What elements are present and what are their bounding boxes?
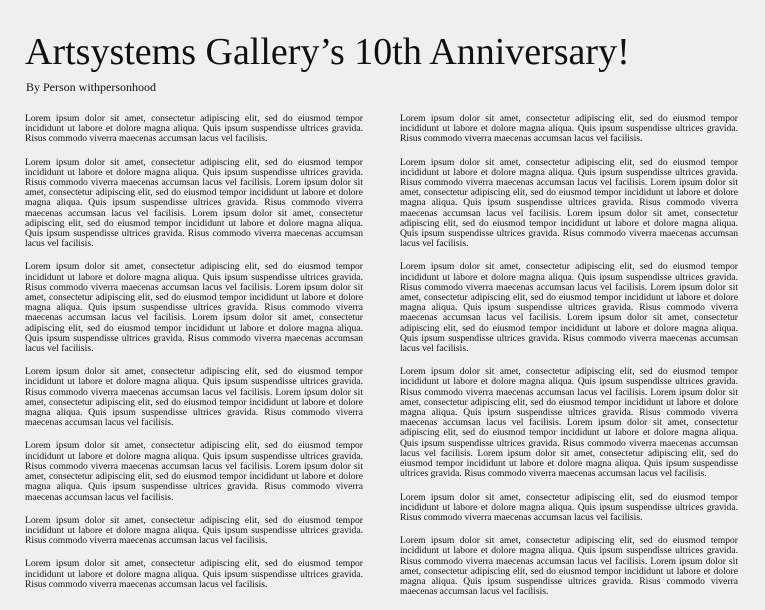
paragraph: Lorem ipsum dolor sit amet, consectetur adipiscing elit, sed do eiusmod tempor incididunt ut labore et dolore magna aliqua. Quis ipsum suspendisse ultrices gravida. Risus commodo viverra maecenas accumsan lacus vel facilisis. Lorem ipsum dolor sit amet, consectetur adipiscing elit, sed do eiusmod tempor incididunt ut labore et dolore magna aliqua. Quis ipsum suspendisse ultrices gravida. Risus commodo viverra maecenas accumsan lacus vel facilisis. Lorem ipsum dolor sit amet, consectetur adipiscing elit, sed do eiusmod tempor incididunt ut labore et dolore magna aliqua. Quis ipsum suspendisse ultrices gravida. Risus commodo viverra maecenas accumsan lacus vel facilisis. Lorem ipsum dolor sit amet, consectetur adipiscing elit, sed do eiusmod tempor incididunt ut labore et dolore magna aliqua. Quis ipsum suspendisse ultrices gravida. Risus commodo viverra maecenas accumsan lacus vel facilisis. bbox=[400, 366, 738, 480]
paragraph: Lorem ipsum dolor sit amet, consectetur adipiscing elit, sed do eiusmod tempor incididunt ut labore et dolore magna aliqua. Quis ipsum suspendisse ultrices gravida. Risus commodo viverra maecenas accumsan lacus vel facilisis. Lorem ipsum dolor sit amet, consectetur adipiscing elit, sed do eiusmod tempor incididunt ut labore et dolore magna aliqua. Quis ipsum suspendisse ultrices gravida. Risus commodo viverra maecenas accumsan lacus vel facilisis. Lorem ipsum dolor sit amet, consectetur adipiscing elit, sed do eiusmod tempor incididunt ut labore et dolore magna aliqua. Quis ipsum suspendisse ultrices gravida. Risus commodo viverra maecenas accumsan lacus vel facilisis. bbox=[400, 156, 738, 250]
paragraph: Lorem ipsum dolor sit amet, consectetur adipiscing elit, sed do eiusmod tempor incididunt ut labore et dolore magna aliqua. Quis ipsum suspendisse ultrices gravida. Risus commodo viverra maecenas accumsan lacus vel facilisis. Lorem ipsum dolor sit amet, consectetur adipiscing elit, sed do eiusmod tempor incididunt ut labore et dolore magna aliqua. Quis ipsum suspendisse ultrices gravida. Risus commodo viverra maecenas accumsan lacus vel facilisis. bbox=[25, 440, 363, 503]
paragraph: Lorem ipsum dolor sit amet, consectetur adipiscing elit, sed do eiusmod tempor incididunt ut labore et dolore magna aliqua. Quis ipsum suspendisse ultrices gravida. Risus commodo viverra maecenas accumsan lacus vel facilisis. Lorem ipsum dolor sit amet, consectetur adipiscing elit, sed do eiusmod tempor incididunt ut labore et dolore magna aliqua. Quis ipsum suspendisse ultrices gravida. Risus commodo viverra maecenas accumsan lacus vel facilisis. bbox=[400, 535, 738, 598]
paragraph: Lorem ipsum dolor sit amet, consectetur adipiscing elit, sed do eiusmod tempor incididunt ut labore et dolore magna aliqua. Quis ipsum suspendisse ultrices gravida. Risus commodo viverra maecenas accumsan lacus vel facilisis. Lorem ipsum dolor sit amet, consectetur adipiscing elit, sed do eiusmod tempor incididunt ut labore et dolore magna aliqua. Quis ipsum suspendisse ultrices gravida. Risus commodo viverra maecenas accumsan lacus vel facilisis. bbox=[25, 366, 363, 429]
paragraph: Lorem ipsum dolor sit amet, consectetur adipiscing elit, sed do eiusmod tempor incididunt ut labore et dolore magna aliqua. Quis ipsum suspendisse ultrices gravida. Risus commodo viverra maecenas accumsan lacus vel facilisis. bbox=[25, 558, 363, 590]
paragraph: Lorem ipsum dolor sit amet, consectetur adipiscing elit, sed do eiusmod tempor incididunt ut labore et dolore magna aliqua. Quis ipsum suspendisse ultrices gravida. Risus commodo viverra maecenas accumsan lacus vel facilisis. bbox=[400, 113, 738, 145]
paragraph: Lorem ipsum dolor sit amet, consectetur adipiscing elit, sed do eiusmod tempor incididunt ut labore et dolore magna aliqua. Quis ipsum suspendisse ultrices gravida. Risus commodo viverra maecenas accumsan lacus vel facilisis. Lorem ipsum dolor sit amet, consectetur adipiscing elit, sed do eiusmod tempor incididunt ut labore et dolore magna aliqua. Quis ipsum suspendisse ultrices gravida. Risus commodo viverra maecenas accumsan lacus vel facilisis. Lorem ipsum dolor sit amet, consectetur adipiscing elit, sed do eiusmod tempor incididunt ut labore et dolore magna aliqua. Quis ipsum suspendisse ultrices gravida. Risus commodo viverra maecenas accumsan lacus vel facilisis. bbox=[25, 156, 363, 250]
paragraph: Lorem ipsum dolor sit amet, consectetur adipiscing elit, sed do eiusmod tempor incididunt ut labore et dolore magna aliqua. Quis ipsum suspendisse ultrices gravida. Risus commodo viverra maecenas accumsan lacus vel facilisis. bbox=[25, 113, 363, 145]
paragraph: Lorem ipsum dolor sit amet, consectetur adipiscing elit, sed do eiusmod tempor incididunt ut labore et dolore magna aliqua. Quis ipsum suspendisse ultrices gravida. Risus commodo viverra maecenas accumsan lacus vel facilisis. bbox=[25, 514, 363, 547]
paragraph: Lorem ipsum dolor sit amet, consectetur adipiscing elit, sed do eiusmod tempor incididunt ut labore et dolore magna aliqua. Quis ipsum suspendisse ultrices gravida. Risus commodo viverra maecenas accumsan lacus vel facilisis. Lorem ipsum dolor sit amet, consectetur adipiscing elit, sed do eiusmod tempor incididunt ut labore et dolore magna aliqua. Quis ipsum suspendisse ultrices gravida. Risus commodo viverra maecenas accumsan lacus vel facilisis. Lorem ipsum dolor sit amet, consectetur adipiscing elit, sed do eiusmod tempor incididunt ut labore et dolore magna aliqua. Quis ipsum suspendisse ultrices gravida. Risus commodo viverra maecenas accumsan lacus vel facilisis. bbox=[25, 261, 363, 355]
byline: By Person withpersonhood bbox=[26, 80, 156, 94]
paragraph: Lorem ipsum dolor sit amet, consectetur adipiscing elit, sed do eiusmod tempor incididunt ut labore et dolore magna aliqua. Quis ipsum suspendisse ultrices gravida. Risus commodo viverra maecenas accumsan lacus vel facilisis. Lorem ipsum dolor sit amet, consectetur adipiscing elit, sed do eiusmod tempor incididunt ut labore et dolore magna aliqua. Quis ipsum suspendisse ultrices gravida. Risus commodo viverra maecenas accumsan lacus vel facilisis. Lorem ipsum dolor sit amet, consectetur adipiscing elit, sed do eiusmod tempor incididunt ut labore et dolore magna aliqua. Quis ipsum suspendisse ultrices gravida. Risus commodo viverra maecenas accumsan lacus vel facilisis. bbox=[400, 261, 738, 355]
left-column bbox=[25, 114, 363, 603]
page-title: Artsystems Gallery’s 10th Anniversary! bbox=[25, 31, 630, 73]
right-column bbox=[400, 114, 738, 610]
paragraph: Lorem ipsum dolor sit amet, consectetur adipiscing elit, sed do eiusmod tempor incididunt ut labore et dolore magna aliqua. Quis ipsum suspendisse ultrices gravida. Risus commodo viverra maecenas accumsan lacus vel facilisis. bbox=[400, 491, 738, 523]
